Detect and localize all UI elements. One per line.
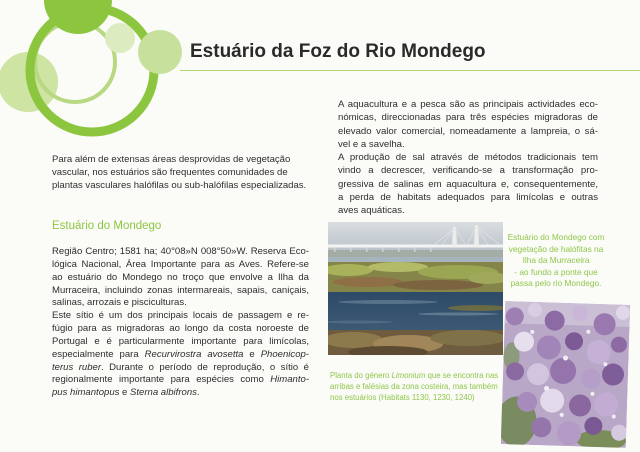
estuary-photo: [328, 222, 503, 355]
species-name: Sterna albifrons: [130, 387, 197, 399]
text-line: Região Centro; 1581 ha; 40°08»N 008°50»W. Reserva Eco-: [52, 246, 309, 257]
caption-line: - ao fundo a ponte que: [514, 266, 598, 277]
text-segment: e: [243, 348, 261, 360]
site-description: [52, 246, 309, 400]
limonium-photo: [501, 301, 630, 448]
text-segment: que se encontra nas: [425, 371, 499, 380]
text-line: A produção de sal através de métodos tradicionais tem: [338, 152, 598, 163]
text-line: aves aquáticas.: [338, 205, 405, 216]
caption-line: Estuário do Mondego com: [507, 232, 605, 242]
page-title: Estuário da Foz do Rio Mondego: [190, 41, 486, 62]
text-line: vel e a savelha.: [338, 138, 405, 150]
text-segment: e: [119, 387, 131, 399]
estuary-photo-caption: [505, 232, 607, 290]
species-name: terus ruber: [52, 361, 102, 373]
caption-line: arribas e falésias da zona costeira, mas também: [330, 382, 498, 391]
title-rule: [180, 70, 640, 71]
text-line: ao estuário do Mondego no troço que envolve a Ilha da: [52, 271, 309, 283]
species-name: pus himantopus: [52, 387, 120, 399]
section-heading: Estuário do Mondego: [52, 220, 162, 232]
text-segment: especialmente para: [52, 348, 145, 360]
genus-name: Limonium: [391, 371, 426, 380]
caption-line: passa pelo rio Mondego.: [510, 278, 602, 289]
text-segment: .: [196, 387, 200, 399]
text-segment: Planta do género: [330, 371, 392, 380]
text-line: plantas vasculares halófilas ou sub-halófilas especializadas.: [52, 180, 307, 192]
text-segment: regionalmente importante para espécies como: [52, 374, 271, 386]
decorative-circle-small: [105, 23, 135, 53]
caption-line: vegetação de halófitas na: [508, 243, 604, 254]
caption-line: [330, 370, 502, 381]
text-line: Este sítio é um dos principais locais de passagem e re-: [52, 310, 309, 322]
species-name: Himanto-: [270, 374, 309, 386]
economy-description: [338, 98, 598, 217]
text-line: lógica Nacional, Área Importante para as Aves. Refere-se: [52, 258, 309, 270]
text-line: [52, 374, 309, 387]
text-line: vascular, nos estuários são frequentes comunidades de: [52, 167, 288, 179]
text-line: [52, 387, 309, 400]
text-segment: . Durante o período de reprodução, o sítio é: [101, 361, 309, 373]
text-line: [52, 362, 309, 375]
limonium-photo-caption: [330, 370, 502, 403]
species-name: Phoenicop-: [260, 348, 309, 360]
text-line: Portugal e é particularmente importante para limícolas,: [52, 335, 309, 347]
species-name: Recurvirostra avosetta: [144, 348, 244, 360]
caption-line: nos estuários (Habitats 1130, 1230, 1240): [330, 393, 475, 402]
text-line: a perda de habitats adequados para limícolas e outras: [338, 191, 598, 203]
text-line: vindo a decrescer, verificando-se a transformação pro-: [338, 165, 598, 177]
text-line: [52, 349, 309, 362]
decorative-circle-right: [138, 30, 182, 74]
text-line: Murraceira, incluindo zonas intermareais, sapais, caniçais,: [52, 284, 309, 296]
text-line: Para além de extensas áreas desprovidas de vegetação: [52, 154, 291, 165]
caption-line: Ilha da Murraceira: [522, 255, 590, 266]
text-line: salinas, arrozais e pisciculturas.: [52, 297, 187, 309]
text-line: A aquacultura e a pesca são as principais actividades eco-: [338, 99, 598, 110]
text-line: gressiva de salinas em aquacultura e, consequentemente,: [338, 178, 598, 190]
text-line: nómicas, direccionadas para três espécies migradoras de: [338, 112, 598, 124]
text-line: elevado valor comercial, nomeadamente a lampreia, o sá-: [338, 125, 598, 137]
text-line: fúgio para as migradoras ao longo da costa noroeste de: [52, 323, 309, 335]
decorative-circles: [0, 0, 200, 150]
intro-paragraph: [52, 153, 309, 193]
